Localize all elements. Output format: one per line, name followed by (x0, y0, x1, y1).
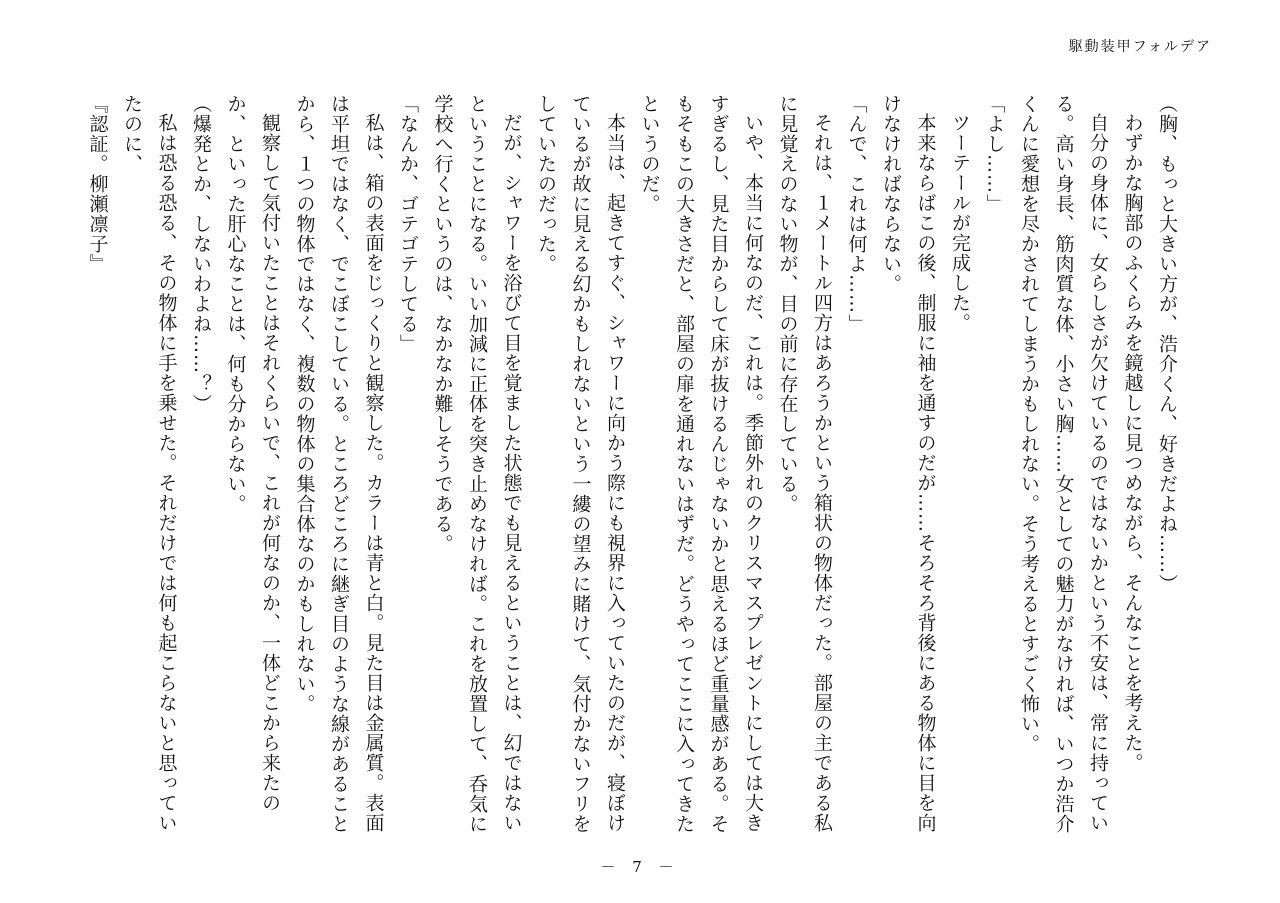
vertical-text-body (84, 94, 1184, 834)
paragraph: （爆発とか、しないわよね……？） (190, 94, 212, 414)
page-number: － 7 － (600, 858, 680, 876)
paragraph: （胸、もっと大きい方が、浩介くん、好きだよね……） (1156, 94, 1178, 594)
paragraph: 「なんか、ゴテゴテしてる」 (397, 94, 419, 354)
paragraph: 本当は、起きてすぐ、シャワーに向かう際にも視界に入っていたのだが、寝ぼけているが故に見える幻かもしれないという一縷の望みに賭けて、気付かないフリをしていたのだった。 (535, 94, 626, 834)
paragraph: 自分の身体に、女らしさが欠けているのではないかという不安は、常に持っている。高い身長、筋肉質な体、小さい胸……女としての魅力がなければ、いつか浩介くんに愛想を尽かされてしまうかもしれない。そう考えるとすごく怖い。 (1018, 94, 1109, 834)
paragraph: 「よし……」 (983, 94, 1006, 214)
paragraph: 私は恐る恐る、その物体に手を乗せた。それだけでは何も起こらないと思っていたのに、 (121, 94, 178, 833)
paragraph: ツーテールが完成した。 (949, 113, 971, 333)
running-header-book-title: 駆動装甲フォルデア (1068, 39, 1212, 55)
paragraph: それは、１メートル四方はあろうかという箱状の物体だった。部屋の主である私に見覚えのない物が、目の前に存在している。 (776, 94, 833, 833)
paragraph: 『認証。柳瀬凛子』 (86, 94, 109, 274)
paragraph: いや、本当に何なのだ、これは。季節外れのクリスマスプレゼントにしては大きすぎるし、見た目からして床が抜けるんじゃないかと思えるほど重量感がある。そもそもこの大きさだと、部屋の扉を通れないはずだ。どうやってここに入ってきたというのだ。 (638, 94, 764, 834)
paragraph: わずかな胸部のふくらみを鏡越しに見つめながら、そんなことを考えた。 (1121, 113, 1144, 773)
paragraph: だが、シャワーを浴びて目を覚ました状態でも見えるということは、幻ではないということになる。いい加減に正体を突き止めなければ。これを放置して、呑気に学校へ行くというのは、なかなか難しそうである。 (431, 94, 523, 834)
paragraph: 「んで、これは何よ……」 (845, 94, 868, 334)
paragraph: 観察して気付いたことはそれくらいで、これが何なのか、一体どこから来たのか、といった肝心なことは、何も分からない。 (224, 94, 281, 813)
paragraph: 私は、箱の表面をじっくりと観察した。カラーは青と白。見た目は金属質。表面は平坦ではなく、でこぼこしている。ところどころに継ぎ目のような線があることから、１つの物体ではなく、複数の物体の集合体なのかもしれない。 (293, 94, 385, 834)
paragraph: 本来ならばこの後、制服に袖を通すのだが……そろそろ背後にある物体に目を向けなければならない。 (880, 94, 937, 833)
